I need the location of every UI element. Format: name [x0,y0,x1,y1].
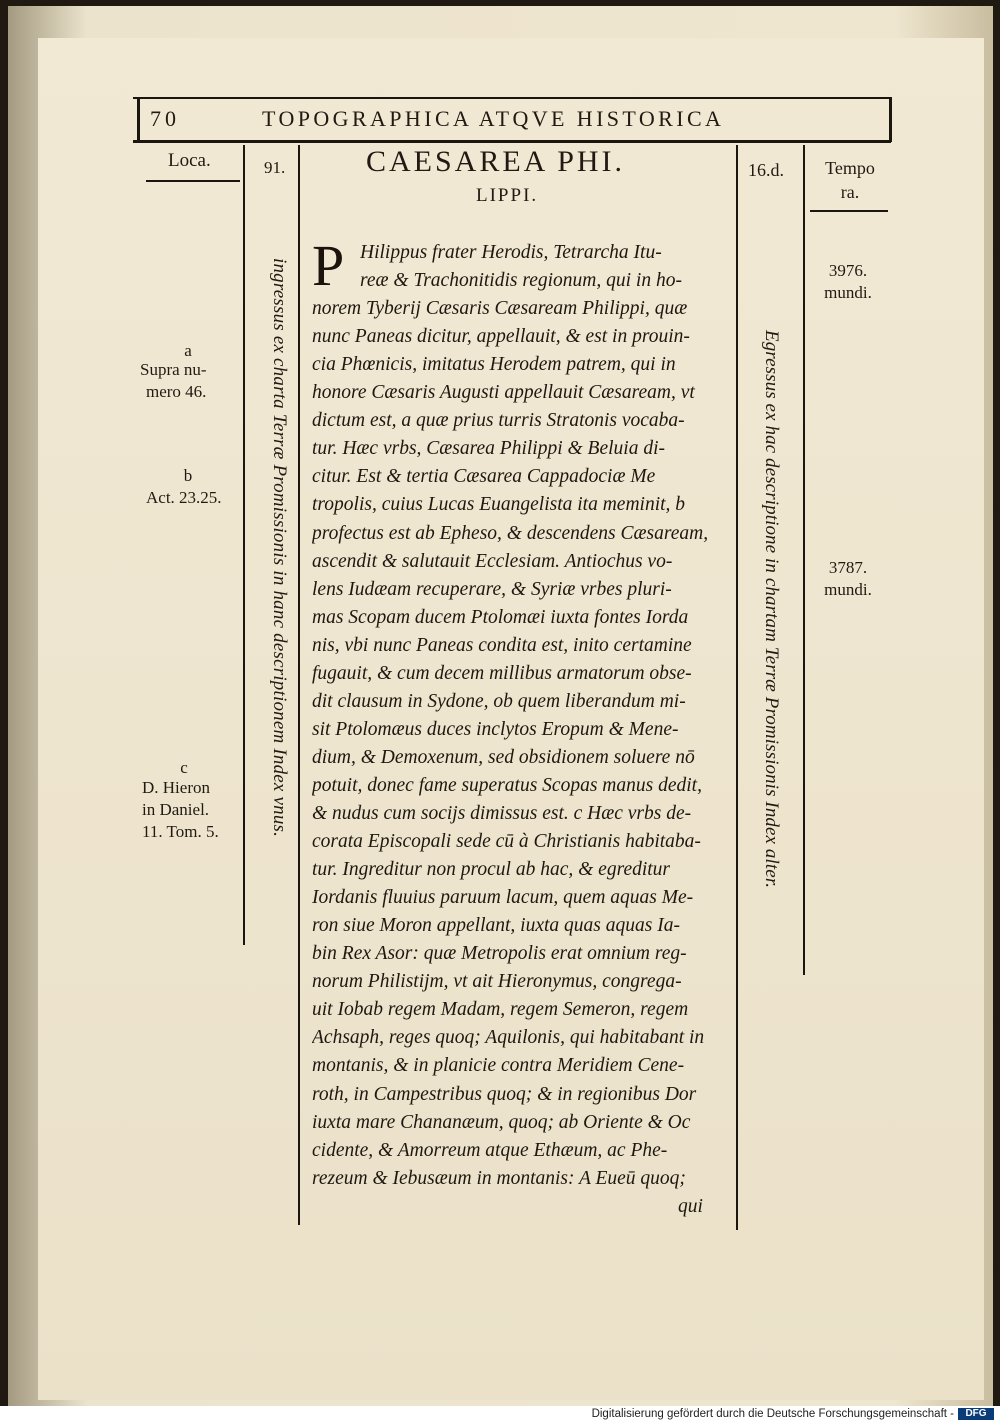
body-line: Iordanis fluuius paruum lacum, quem aquas Me- [312,887,694,909]
left-column-head: Loca. [168,150,211,171]
rule-loca-under [146,180,240,182]
body-line: tur. Ingreditur non procul ab hac, & egreditur [312,859,671,881]
marginal-note-b-line1: Act. 23.25. [146,488,222,507]
col-rule-1 [243,145,245,945]
footer-credit: Digitalisierung gefördert durch die Deutsche Forschungsgemeinschaft - [591,1408,954,1420]
left-index-number: 91. [264,158,286,177]
body-line: honore Cæsaris Augusti appellauit Cæsaream, vt [312,382,695,404]
body-line: dium, & Demoxenum, sed obsidionem soluere nō [312,746,695,768]
col-rule-2 [298,145,300,1225]
chapter-title-line1: CAESAREA PHI. [366,145,626,178]
body-line: iuxta mare Chananæum, quoq; ab Oriente & Oc [312,1111,691,1133]
body-line: cia Phœnicis, imitatus Herodem patrem, qui in [312,354,676,376]
chapter-title-line2: LIPPI. [476,185,539,206]
body-line: sit Ptolomæus duces inclytos Eropum & Mene- [312,718,679,740]
right-frame-rule [889,97,892,142]
col-rule-3 [736,145,738,1230]
body-line: citur. Est & tertia Cæsarea Cappadociæ Me [312,466,656,488]
body-line: ascendit & salutauit Ecclesiam. Antiochus vo- [312,550,673,572]
body-line: norem Tyberij Cæsaris Cæsaream Philippi, quæ [312,298,688,320]
running-title: TOPOGRAPHICA ATQVE HISTORICA [262,106,725,131]
body-line: roth, in Campestribus quoq; & in regionibus Dor [312,1083,697,1105]
right-column-head-1: Tempo [825,158,875,178]
marginal-note-a-line2: mero 46. [146,382,207,401]
body-line: montanis, & in planicie contra Meridiem Cene- [312,1055,685,1077]
body-line: profectus est ab Epheso, & descendens Cæsaream, [312,522,709,544]
body-line: tropolis, cuius Lucas Euangelista ita meminit, b [312,494,686,516]
page-number: 70 [150,106,180,131]
marginal-note-b-letter: b [183,466,193,485]
marginal-note-c-line1: D. Hieron [142,778,210,797]
body-line: ron siue Moron appellant, iuxta quas aquas Ia- [312,915,680,937]
body-line: tur. Hæc vrbs, Cæsarea Philippi & Beluia di- [312,438,665,460]
marginal-note-c-line2: in Daniel. [142,800,210,819]
date-1-label: mundi. [824,283,872,302]
marginal-note-c-line3: 11. Tom. 5. [142,822,219,841]
date-2-label: mundi. [824,580,872,599]
body-line: qui [678,1195,703,1217]
body-line: uit Iobab regem Madam, regem Semeron, regem [312,999,689,1021]
body-line: nunc Paneas dicitur, appellauit, & est in prouin- [312,326,690,348]
body-line: nis, vbi nunc Paneas condita est, inito certamine [312,634,692,656]
body-line: reæ & Trachonitidis regionum, qui in ho- [360,270,682,292]
drop-capital: P [312,233,345,298]
header-rule-bottom [133,140,891,143]
date-1-year: 3976. [828,261,868,280]
body-line: & nudus cum socijs dimissus est. c Hæc vrbs de- [312,803,692,824]
marginal-note-c-letter: c [180,758,188,777]
rule-tempora-under [810,210,888,212]
body-line: lens Iudæam recuperare, & Syriæ vrbes pluri- [312,578,672,600]
body-line: cidente, & Amorreum atque Ethæum, ac Phe- [312,1139,668,1161]
body-line: potuit, donec fame superatus Scopas manus dedit, [312,774,702,796]
dfg-logo: DFG [958,1408,994,1420]
body-line: corata Episcopali sede cū à Christianis habitaba- [312,831,701,853]
body-line: norum Philistijm, vt ait Hieronymus, congrega- [312,971,682,993]
body-line: Hilippus frater Herodis, Tetrarcha Itu- [360,242,662,263]
body-line: dictum est, a quæ prius turris Stratonis vocaba- [312,410,685,432]
vertical-index-right: Egressus ex hac descriptione in chartam Terræ Promissionis Index alter. [761,330,782,889]
col-rule-4 [803,145,805,975]
right-index-number: 16.d. [748,160,784,180]
body-line: bin Rex Asor: quæ Metropolis erat omnium reg- [312,943,687,965]
body-line: dit clausum in Sydone, ob quem liberandum mi- [312,690,686,712]
body-line: mas Scopam ducem Ptolomæi iuxta fontes Iorda [312,606,689,628]
marginal-note-a-letter: a [184,341,192,360]
header-rule-top [133,97,891,99]
left-frame-rule [137,97,140,142]
vertical-index-left: ingressus ex charta Terræ Promissionis in hanc descriptionem Index vnus. [269,258,290,838]
body-line: Achsaph, reges quoq; Aquilonis, qui habitabant in [312,1027,705,1049]
date-2-year: 3787. [828,558,868,577]
body-line: fugauit, & cum decem millibus armatorum obse- [312,662,692,684]
body-line: rezeum & Iebusæum in montanis: A Eueū quoq; [312,1167,686,1189]
right-column-head-2: ra. [840,182,860,202]
marginal-note-a-line1: Supra nu- [140,360,207,379]
